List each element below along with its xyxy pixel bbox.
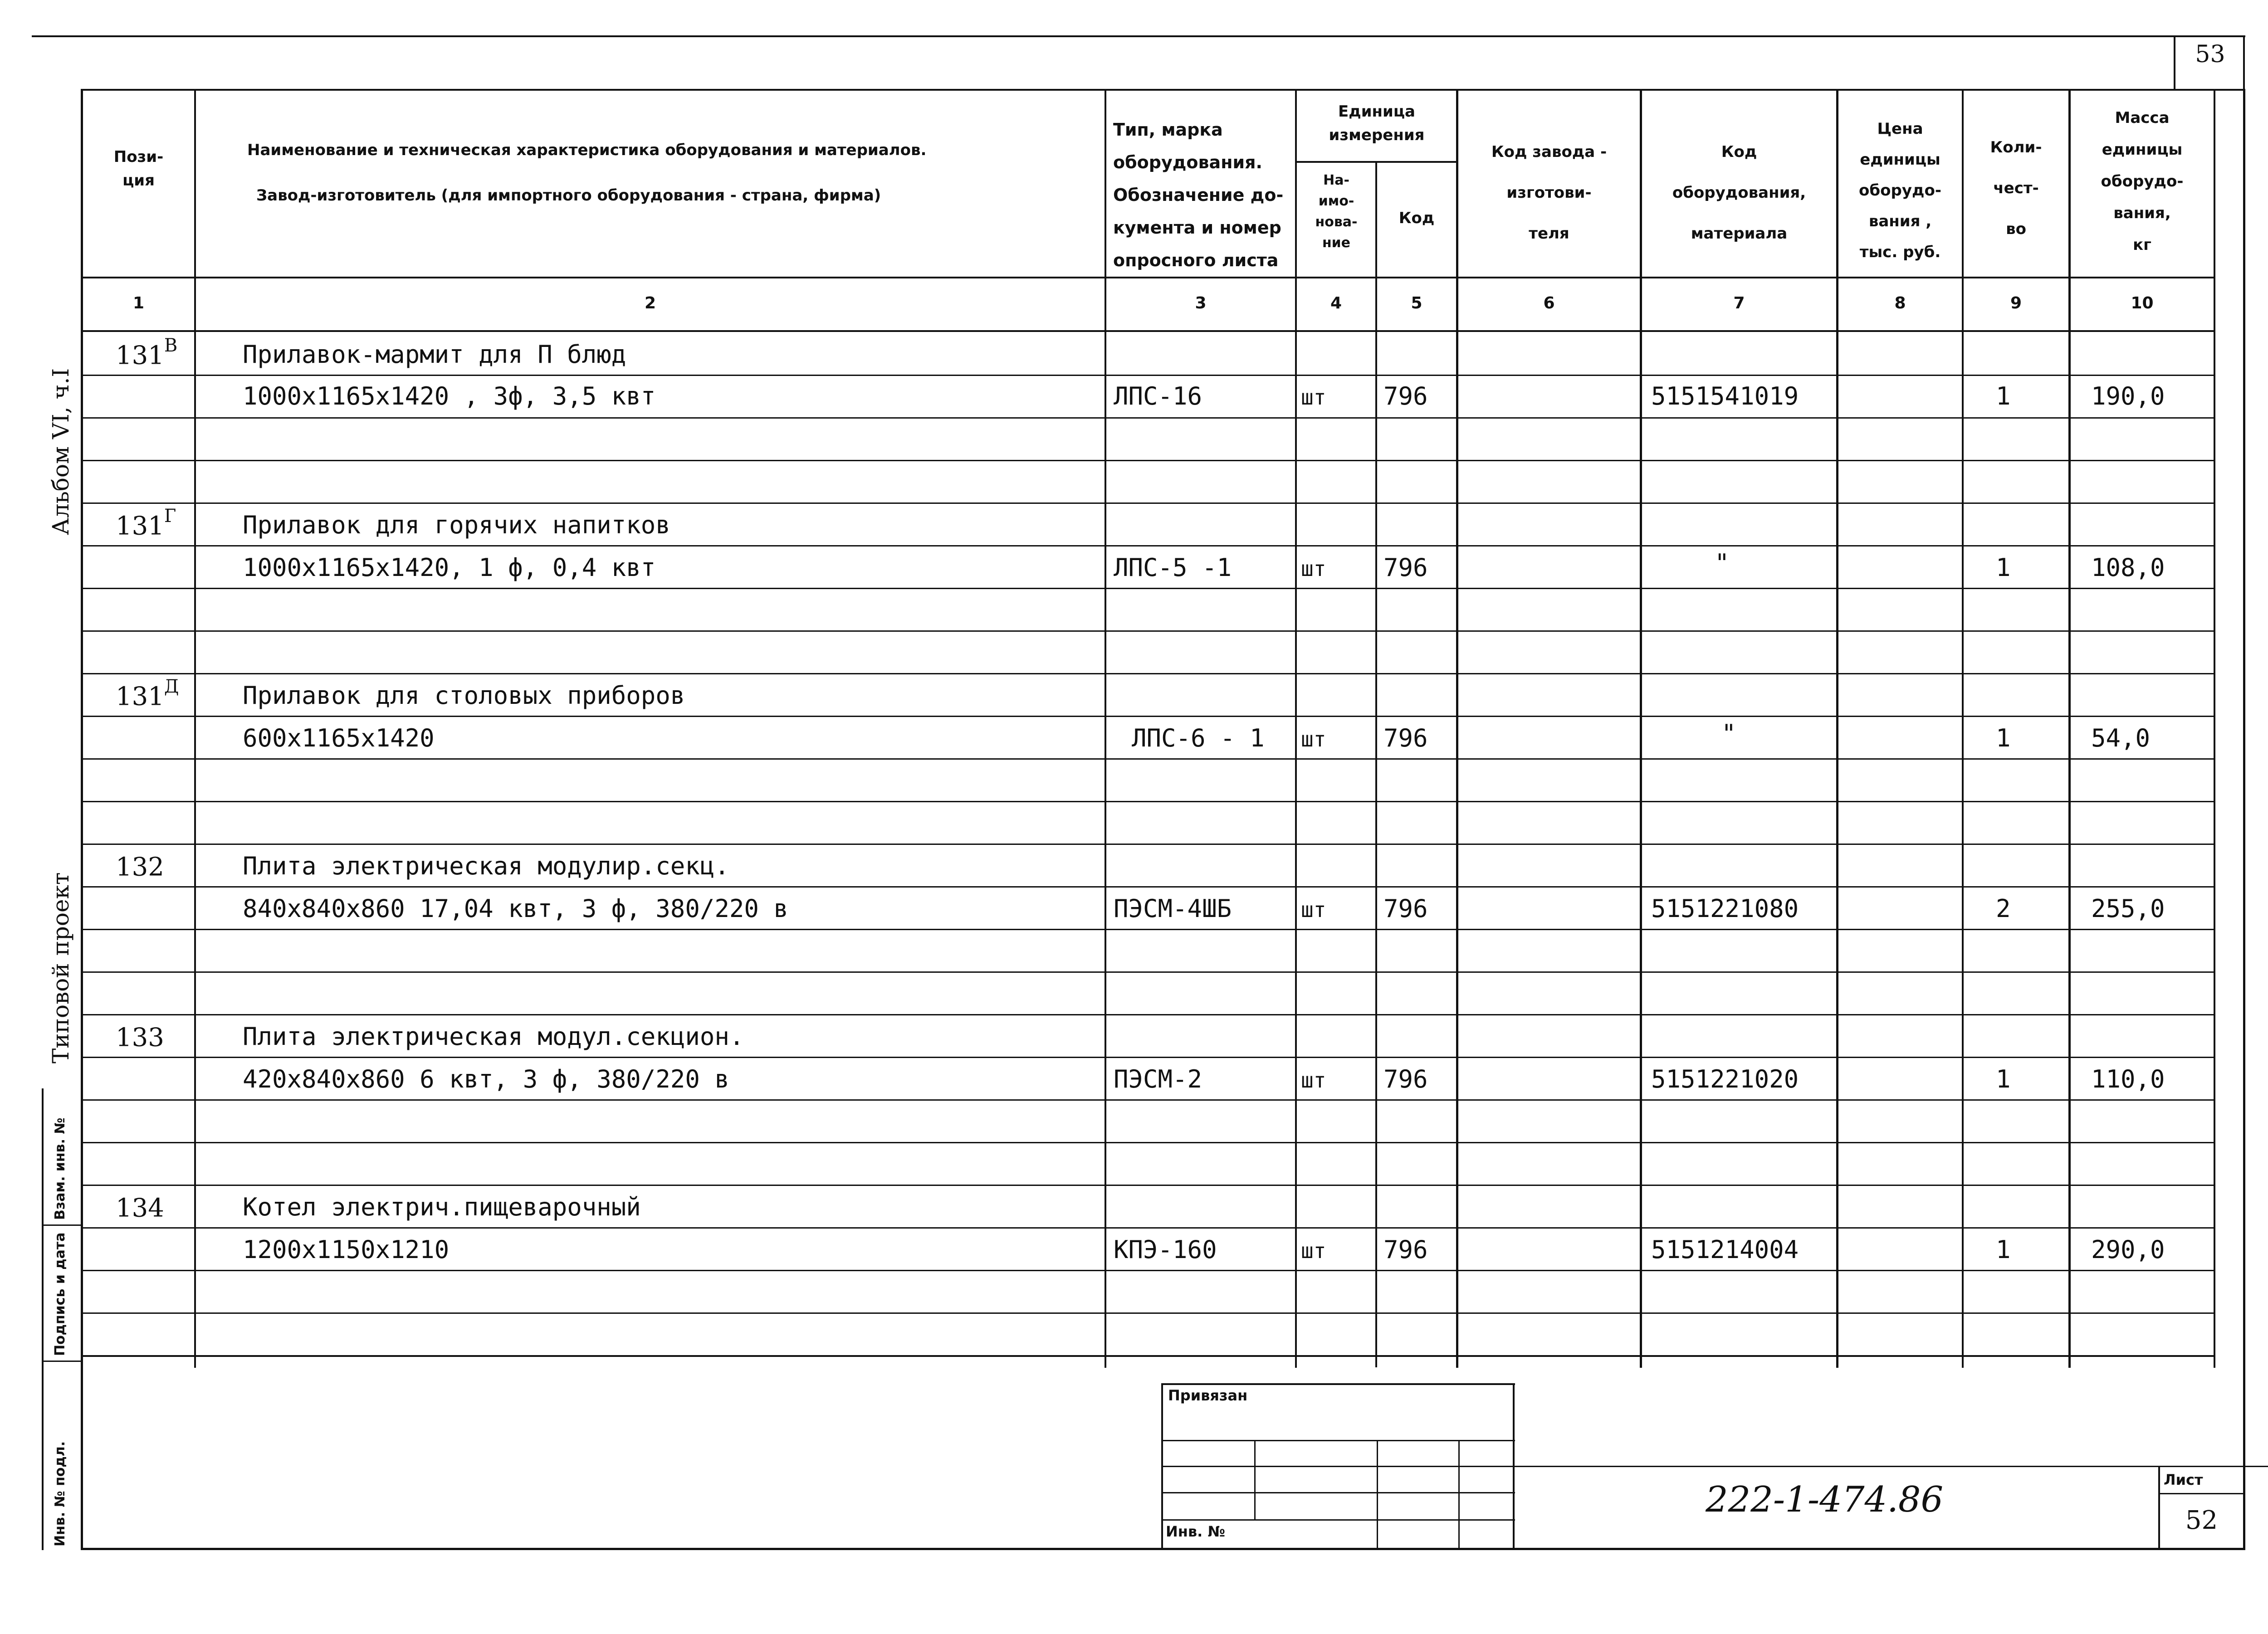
item-1-type: ЛПС-16 (1114, 382, 1202, 410)
header-col1: Пози- ция (113, 148, 164, 190)
row-line (83, 886, 2214, 888)
item-5-equip-code: 5151221020 (1651, 1065, 1799, 1093)
item-5-name: Плита электрическая модул.секцион. (243, 1022, 744, 1051)
item-2-unit-code: 796 (1383, 553, 1428, 582)
header-col45-group: Единица измерения (1329, 102, 1425, 144)
row-line (83, 1185, 2214, 1186)
col-line-7 (1836, 89, 1838, 1368)
stamp-col (1377, 1440, 1378, 1549)
left-strip-divider (42, 1224, 81, 1226)
row-line (83, 1142, 2214, 1143)
item-2-name: Прилавок для горячих напитков (243, 511, 670, 539)
sheet-number: 52 (2185, 1506, 2218, 1535)
row-line (83, 929, 2214, 930)
stamp-top (1161, 1383, 1515, 1385)
colnum-8: 8 (1894, 294, 1906, 312)
item-5-position: 133 (116, 1023, 164, 1053)
sidebar-album: Альбом VI, ч.I (48, 368, 74, 535)
unit-group-divider (1295, 161, 1458, 163)
item-4-unit-code: 796 (1383, 894, 1428, 923)
item-4-unit: шт (1301, 897, 1326, 922)
item-3-type: ЛПС-6 - 1 (1132, 724, 1265, 752)
header-col4: На- имо- нова- ние (1315, 172, 1358, 251)
stamp-inv-podl: Инв. № подл. (52, 1441, 68, 1546)
row-line (83, 801, 2214, 802)
item-4-position: 132 (116, 852, 164, 882)
item-1-name: Прилавок-мармит для П блюд (243, 340, 626, 369)
row-line (83, 1270, 2214, 1271)
item-6-equip-code: 5151214004 (1651, 1235, 1799, 1264)
item-3-name: Прилавок для столовых приборов (243, 681, 685, 710)
item-6-unit-code: 796 (1383, 1235, 1428, 1264)
colnum-5: 5 (1411, 294, 1422, 312)
item-4-qty: 2 (1996, 894, 2011, 923)
row-line (83, 758, 2214, 760)
item-1-position: $131^В$ (116, 335, 178, 371)
item-1-mass: 190,0 (2091, 382, 2165, 410)
item-1-equip-code: 5151541019 (1651, 382, 1799, 410)
item-3-unit-code: 796 (1383, 724, 1428, 752)
sheet-box-divider (2158, 1493, 2245, 1494)
colnum-7: 7 (1733, 294, 1745, 312)
item-2-mass: 108,0 (2091, 553, 2165, 582)
stamp-row-long (1161, 1466, 2268, 1467)
item-5-mass: 110,0 (2091, 1065, 2165, 1093)
top-rule (32, 35, 2245, 37)
item-6-mass: 290,0 (2091, 1235, 2165, 1264)
col-line-10 (2214, 89, 2215, 1368)
row-line (83, 1099, 2214, 1101)
item-1-qty: 1 (1996, 382, 2011, 410)
col-line-2 (1105, 89, 1106, 1368)
row-line (83, 844, 2214, 845)
row-line (83, 1057, 2214, 1058)
header-bottom (81, 277, 2215, 278)
col-line-3 (1295, 89, 1297, 1368)
header-col3: Тип, марка оборудования. Обозначение до- кумента и номер опросного листа (1113, 120, 1284, 270)
header-col2-line1: Наименование и техническая характеристика оборудования и материалов. (247, 141, 927, 159)
header-col6: Код завода - изготови- теля (1491, 143, 1607, 243)
row-line (83, 545, 2214, 546)
colnum-9: 9 (2010, 294, 2022, 312)
item-3-position: $131^Д$ (116, 676, 179, 712)
document-number: 222-1-474.86 (1706, 1479, 1944, 1520)
stamp-row (1161, 1440, 1515, 1441)
header-col2-line2: Завод-изготовитель (для импортного оборудования - страна, фирма) (256, 186, 881, 205)
item-6-position: 134 (116, 1193, 164, 1223)
item-1-spec: 1000x1165x1420 , 3ф, 3,5 квт (243, 382, 656, 410)
sheet-label: Лист (2164, 1471, 2203, 1488)
row-line (83, 673, 2214, 674)
header-col10: Масса единицы оборудо- вания, кг (2101, 109, 2184, 254)
row-line (83, 417, 2214, 419)
stamp-col (1254, 1440, 1256, 1519)
item-5-unit: шт (1301, 1068, 1326, 1093)
col-line-8 (1962, 89, 1964, 1368)
col-line-1 (194, 89, 196, 1368)
item-2-unit: шт (1301, 556, 1326, 581)
item-2-spec: 1000x1165x1420, 1 ф, 0,4 квт (243, 553, 656, 582)
sidebar-project: Типовой проект (48, 872, 74, 1063)
stamp-vzam-inv: Взам. инв. № (52, 1117, 68, 1220)
row-line (83, 716, 2214, 717)
item-6-type: КПЭ-160 (1114, 1235, 1217, 1264)
frame-top (81, 89, 2244, 91)
item-5-type: ПЭСМ-2 (1114, 1065, 1202, 1093)
row-line (83, 1227, 2214, 1229)
stamp-row (1161, 1519, 1515, 1521)
item-2-equip-code: " (1715, 549, 1730, 577)
item-1-unit: шт (1301, 385, 1326, 410)
item-6-unit: шт (1301, 1239, 1326, 1263)
colnum-10: 10 (2131, 294, 2154, 312)
col-line-9 (2068, 89, 2071, 1368)
item-2-type: ЛПС-5 -1 (1114, 553, 1232, 582)
colnum-row-bottom (81, 330, 2215, 332)
page-number-box-left (2174, 35, 2175, 89)
item-3-mass: 54,0 (2091, 724, 2151, 752)
page-number-top: 53 (2195, 41, 2225, 68)
item-3-unit: шт (1301, 727, 1326, 751)
left-strip-line (42, 1088, 44, 1550)
item-3-equip-code: " (1721, 719, 1736, 748)
item-6-name: Котел электрич.пищеварочный (243, 1193, 641, 1221)
row-line (83, 1312, 2214, 1314)
row-line (83, 1014, 2214, 1015)
item-4-name: Плита электрическая модулир.секц. (243, 852, 729, 880)
item-4-mass: 255,0 (2091, 894, 2165, 923)
row-line (83, 971, 2214, 973)
colnum-2: 2 (644, 294, 656, 312)
item-4-type: ПЭСМ-4ШБ (1114, 894, 1232, 923)
stamp-col (1458, 1440, 1460, 1549)
row-line (83, 375, 2214, 376)
header-col9: Коли- чест- во (1990, 138, 2042, 238)
row-line (83, 1355, 2214, 1357)
colnum-3: 3 (1195, 294, 1207, 312)
row-line (83, 460, 2214, 461)
item-4-equip-code: 5151221080 (1651, 894, 1799, 923)
header-col8: Цена единицы оборудо- вания , тыс. руб. (1859, 120, 1941, 261)
col-line-4 (1375, 161, 1377, 1367)
item-5-unit-code: 796 (1383, 1065, 1428, 1093)
item-3-qty: 1 (1996, 724, 2011, 752)
left-strip-divider (42, 1361, 81, 1362)
item-6-spec: 1200x1150x1210 (243, 1235, 450, 1264)
colnum-6: 6 (1543, 294, 1555, 312)
header-col7: Код оборудования, материала (1672, 143, 1806, 243)
item-5-qty: 1 (1996, 1065, 2011, 1093)
page-number-box-right (2243, 35, 2245, 89)
stamp-inv-label: Инв. № (1166, 1523, 1225, 1540)
item-3-spec: 600x1165x1420 (243, 724, 435, 752)
item-4-spec: 840x840x860 17,04 квт, 3 ф, 380/220 в (243, 894, 788, 923)
stamp-signature-date: Подпись и дата (52, 1232, 68, 1356)
stamp-row (1161, 1492, 1515, 1493)
item-1-unit-code: 796 (1383, 382, 1428, 410)
header-col5: Код (1398, 209, 1435, 227)
row-line (83, 588, 2214, 589)
item-2-position: $131^Г$ (116, 506, 176, 541)
colnum-1: 1 (132, 294, 145, 312)
col-line-5 (1456, 89, 1458, 1368)
row-line (83, 630, 2214, 632)
col-line-6 (1640, 89, 1642, 1368)
colnum-4: 4 (1330, 294, 1342, 312)
row-line (83, 502, 2214, 504)
item-5-spec: 420x840x860 6 квт, 3 ф, 380/220 в (243, 1065, 729, 1093)
frame-bottom (81, 1548, 2245, 1550)
stamp-bound-label: Привязан (1168, 1387, 1248, 1404)
item-2-qty: 1 (1996, 553, 2011, 582)
frame-right (2243, 89, 2245, 1550)
item-6-qty: 1 (1996, 1235, 2011, 1264)
